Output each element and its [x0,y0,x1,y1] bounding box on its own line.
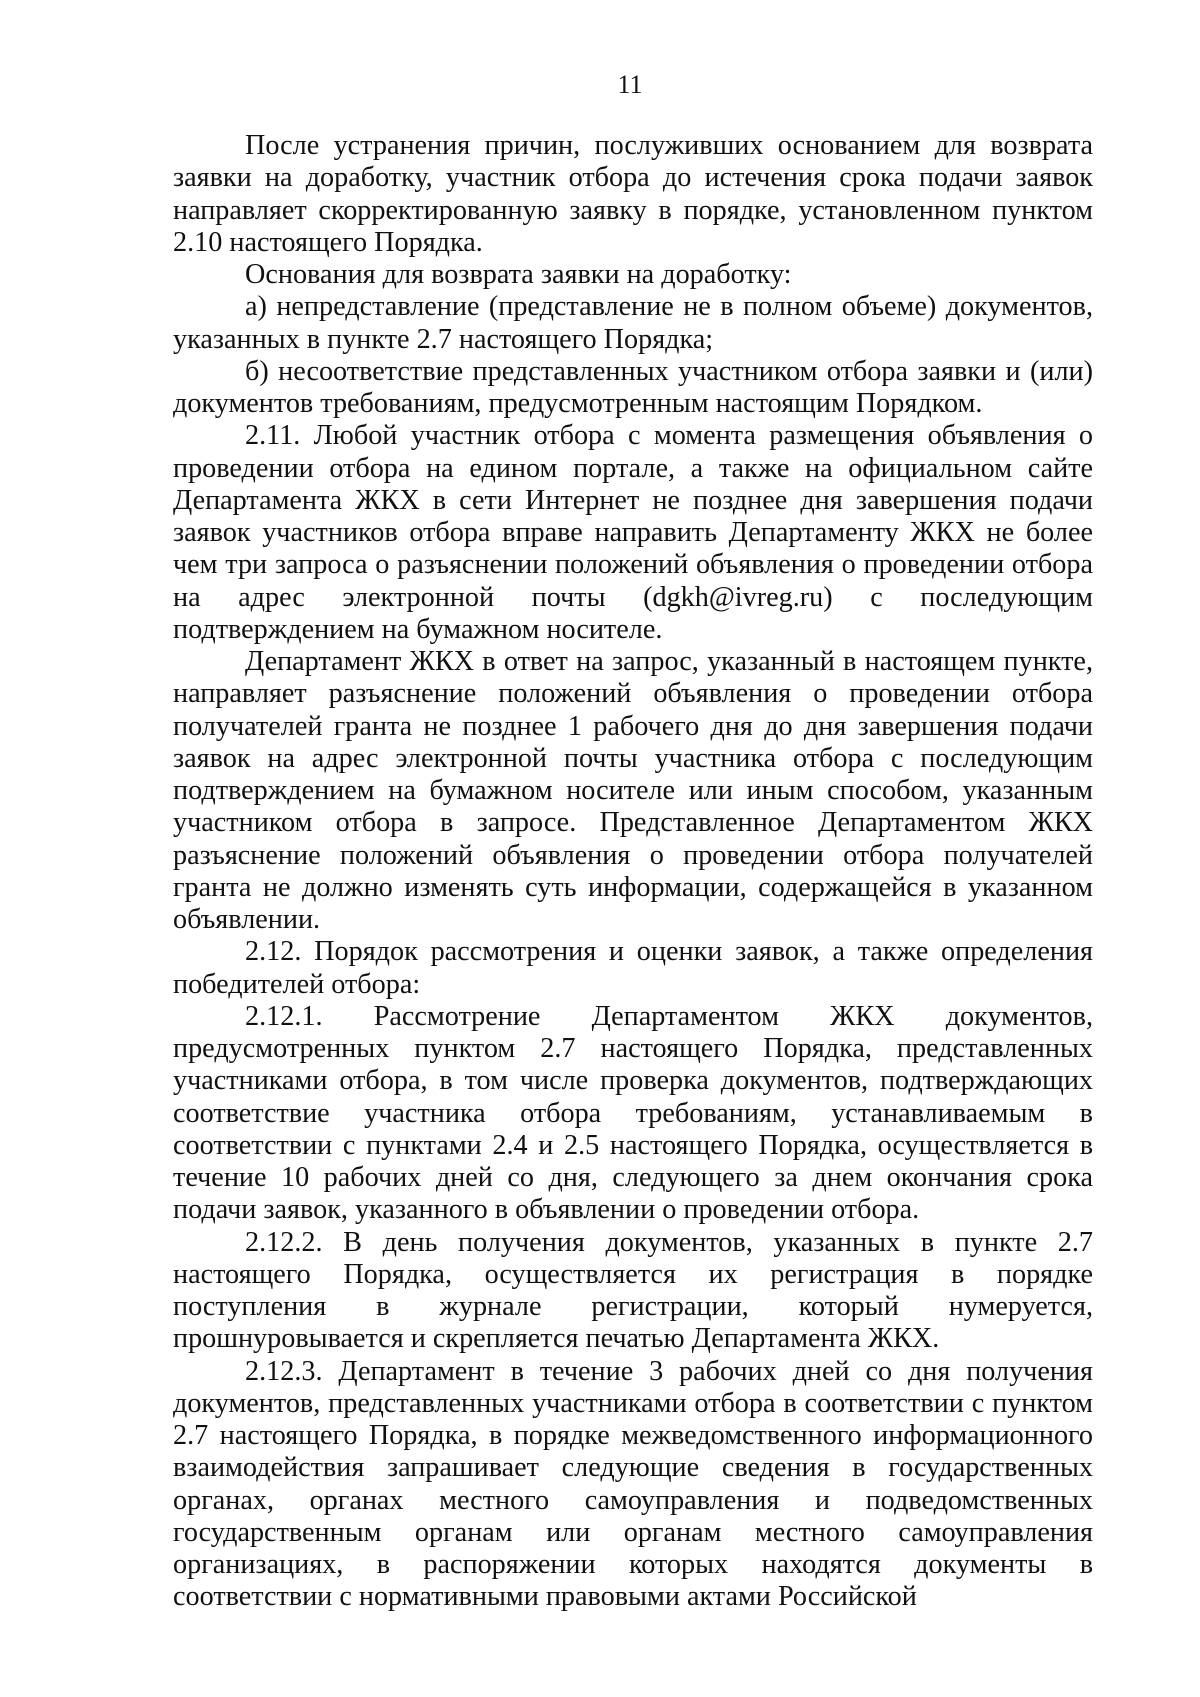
paragraph-2-12: 2.12. Порядок рассмотрения и оценки заявок, а также определения победителей отбора: [173,936,1093,1000]
paragraph-department-reply: Департамент ЖКХ в ответ на запрос, указанный в настоящем пункте, направляет разъяснение положений объявления о проведении отбора получателей гранта не позднее 1 рабочего дня до дня завершения подачи заявок на адрес электронной почты участника отбора с последующим подтверждением на бумажном носителе или иным способом, указанным участником отбора в запросе. Представленное Департаментом ЖКХ разъяснение положений объявления о проведении отбора получателей гранта не должно изменять суть информации, содержащейся в указанном объявлении. [173,646,1093,935]
page-number: 11 [617,70,643,99]
document-body [173,130,1093,1614]
paragraph-2-12-1: 2.12.1. Рассмотрение Департаментом ЖКХ документов, предусмотренных пунктом 2.7 настоящего Порядка, представленных участниками отбора, в том числе проверка документов, подтверждающих соответствие участника отбора требованиям, устанавливаемым в соответствии с пунктами 2.4 и 2.5 настоящего Порядка, осуществляется в течение 10 рабочих дней со дня, следующего за днем окончания срока подачи заявок, указанного в объявлении о проведении отбора. [173,1000,1093,1226]
paragraph-2-12-3: 2.12.3. Департамент в течение 3 рабочих дней со дня получения документов, представленных участниками отбора в соответствии с пунктом 2.7 настоящего Порядка, в порядке межведомственного информационного взаимодействия запрашивает следующие сведения в государственных органах, органах местного самоуправления и подведомственных государственным органам или органам местного самоуправления организациях, в распоряжении которых находятся документы в соответствии с нормативными правовыми актами Российской [173,1355,1093,1613]
paragraph-return-ground-b: б) несоответствие представленных участником отбора заявки и (или) документов требованиям, предусмотренным настоящим Порядком. [173,355,1093,419]
paragraph-return-ground-a: а) непредставление (представление не в полном объеме) документов, указанных в пункте 2.7 настоящего Порядка; [173,291,1093,355]
paragraph-2-12-2: 2.12.2. В день получения документов, указанных в пункте 2.7 настоящего Порядка, осуществляется их регистрация в порядке поступления в журнале регистрации, который нумеруется, прошнуровывается и скрепляется печатью Департамента ЖКХ. [173,1226,1093,1355]
paragraph-resubmission: После устранения причин, послуживших основанием для возврата заявки на доработку, участник отбора до истечения срока подачи заявок направляет скорректированную заявку в порядке, установленном пунктом 2.10 настоящего Порядка. [173,130,1093,258]
paragraph-return-grounds-heading: Основания для возврата заявки на доработку: [245,259,792,290]
paragraph-2-11: 2.11. Любой участник отбора с момента размещения объявления о проведении отбора на едином портале, а также на официальном сайте Департамента ЖКХ в сети Интернет не позднее дня завершения подачи заявок участников отбора вправе направить Департаменту ЖКХ не более чем три запроса о разъяснении положений объявления о проведении отбора на адрес электронной почты (dgkh@ivreg.ru) с последующим подтверждением на бумажном носителе. [173,420,1093,645]
